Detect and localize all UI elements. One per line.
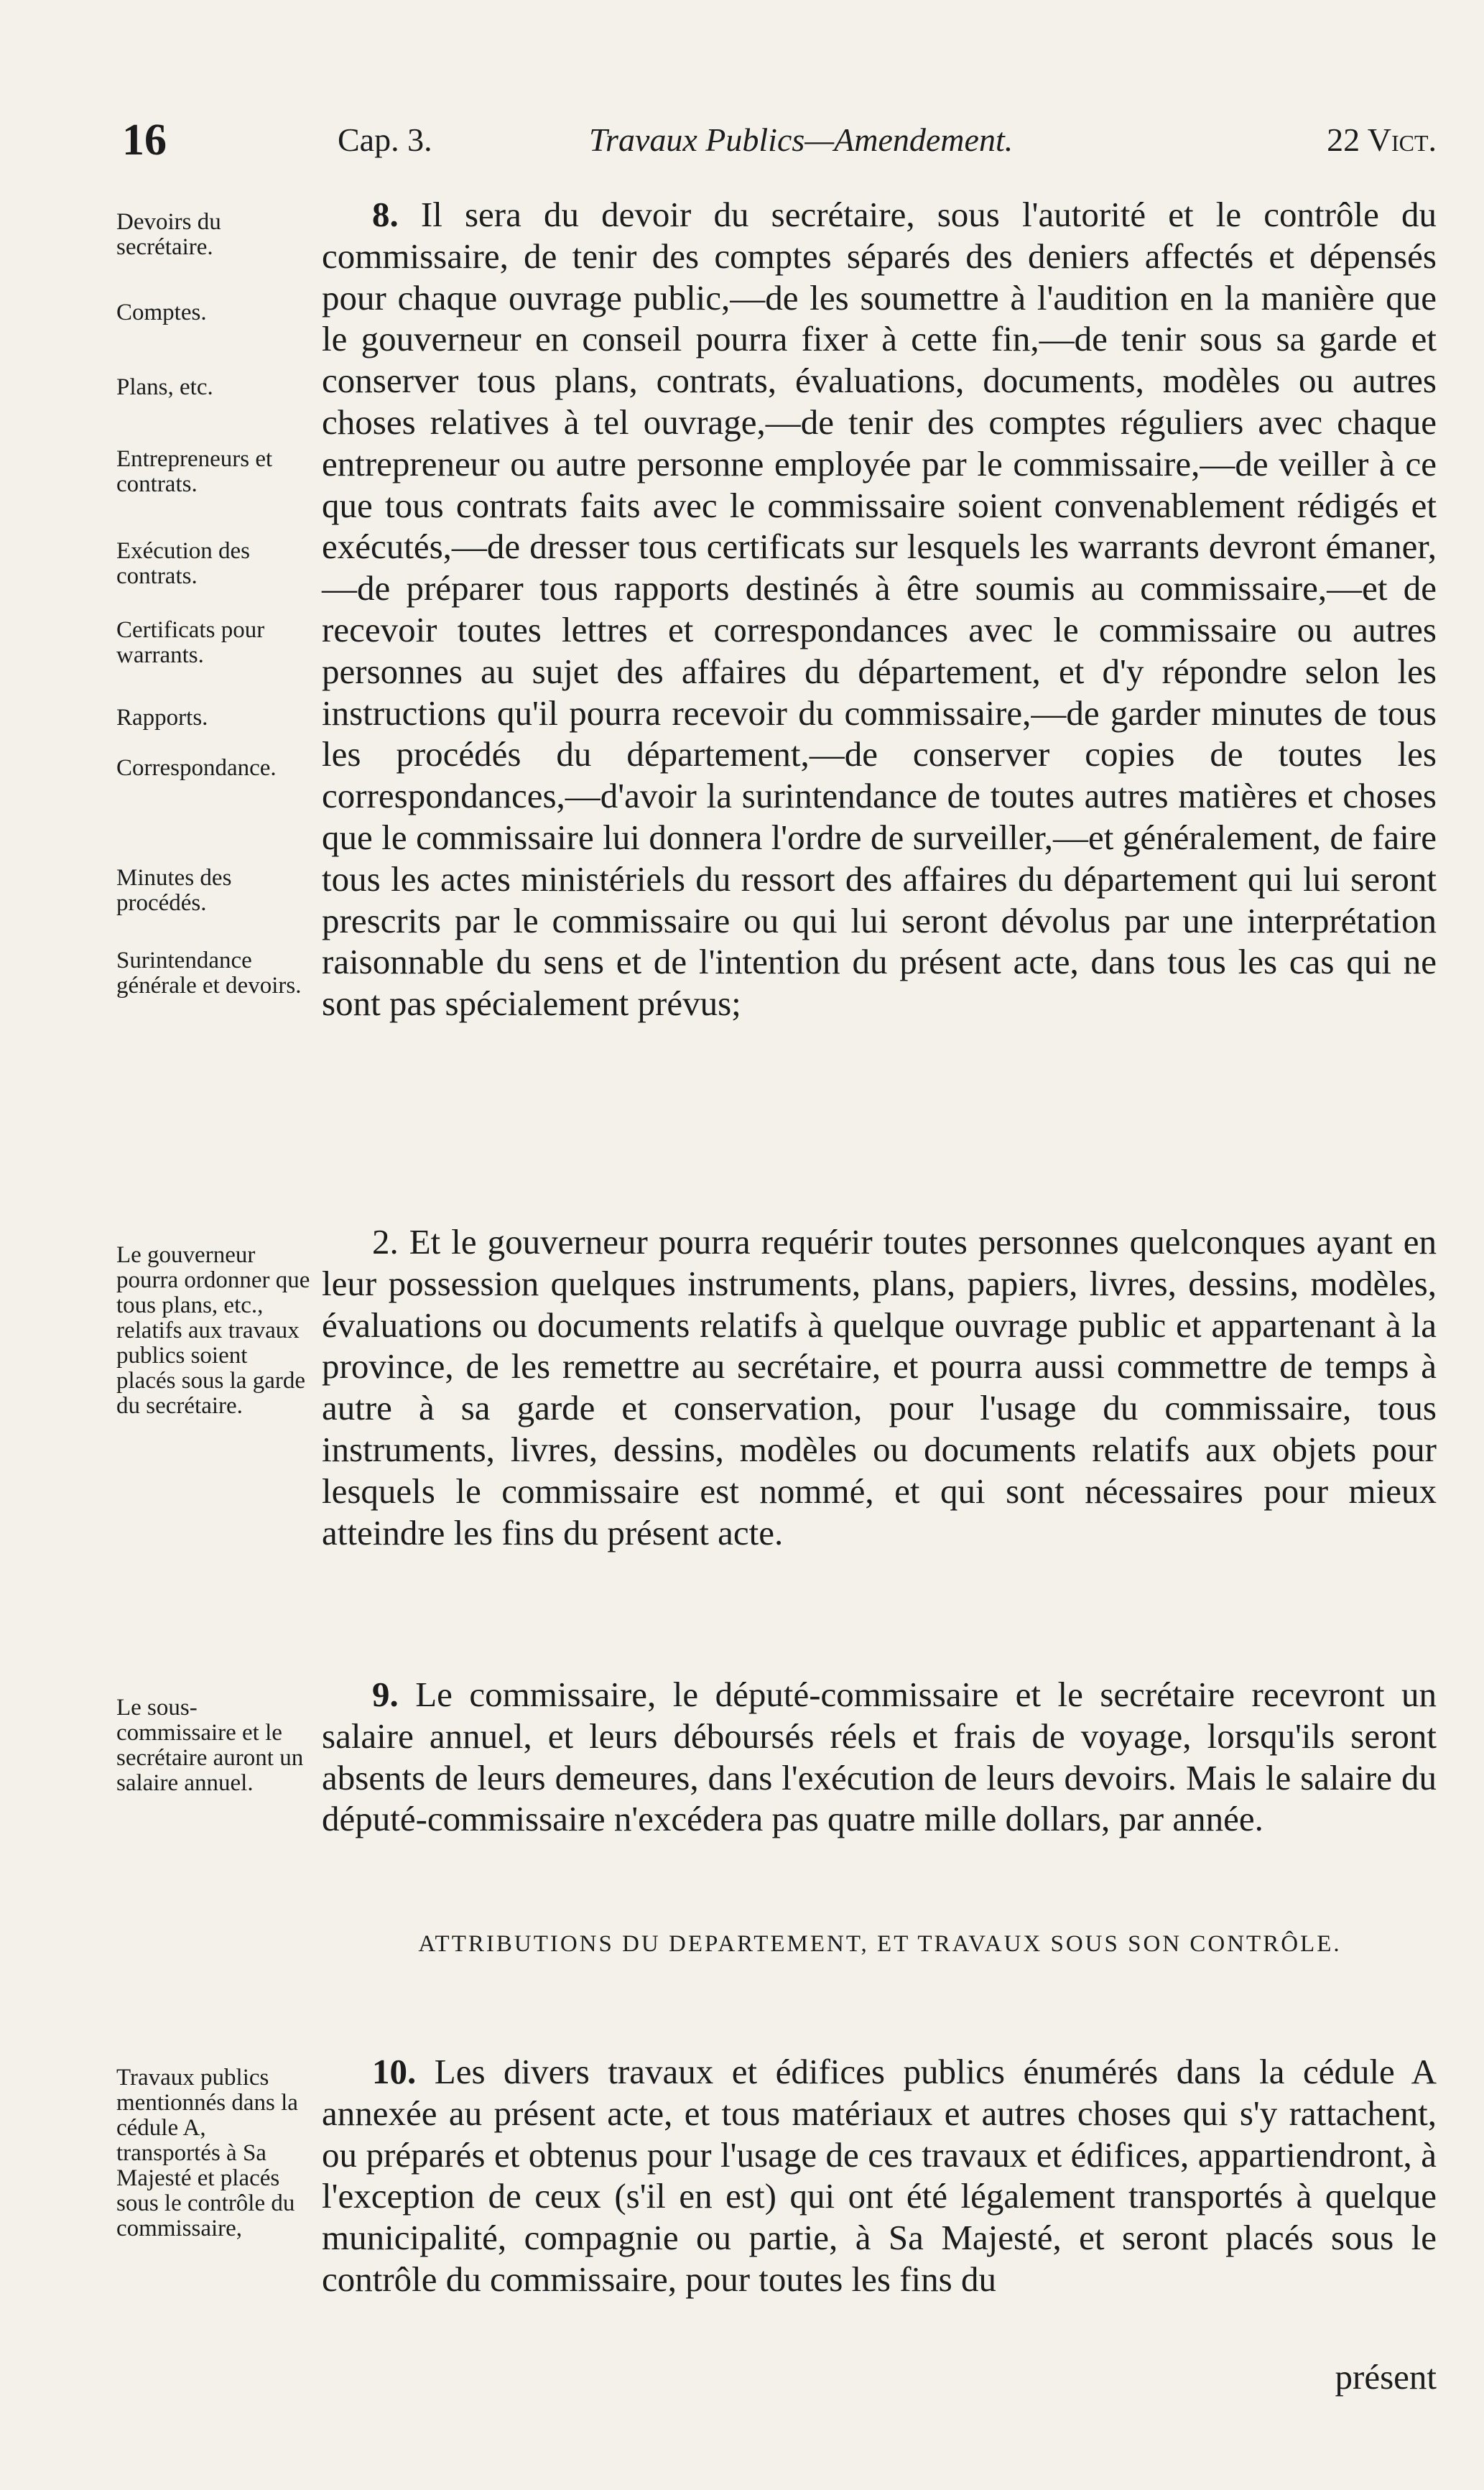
- margin-note: Le gouverneur pourra ordonner que tous plans, etc., relatifs aux travaux publics soient placés sous la garde du secrétaire.: [116, 1242, 310, 1419]
- section-number: 8.: [372, 195, 399, 234]
- section-text: Le commissaire, le député-commissaire et le secrétaire recevront un salaire annuel, et leurs déboursés réels et frais de voyage, lorsqu'ils seront absents de leurs demeures, dans l'exécution de leurs devoirs. Mais le salaire du député-commissaire n'excédera pas quatre mille dollars, par année.: [322, 1675, 1437, 1839]
- margin-note: Surintendance générale et devoirs.: [116, 948, 302, 999]
- running-header: [122, 115, 1437, 172]
- catchword: présent: [1335, 2357, 1437, 2397]
- section-body: [322, 1221, 1437, 1553]
- section-text: Les divers travaux et édifices publics énumérés dans la cédule A annexée au présent acte, et tous matériaux et autres choses qui s'y rattachent, ou préparés et obtenus pour l'usage de ces travaux et édifices, appartiendront, à l'exception de ceux (s'il en est) qui ont été légalement transportés à quelque municipalité, compagnie ou partie, à Sa Majesté, et seront placés sous le contrôle du commissaire, pour toutes les fins du: [322, 2052, 1437, 2299]
- section-number: 9.: [372, 1675, 399, 1714]
- section-text: Il sera du devoir du secrétaire, sous l'autorité et le contrôle du commissaire, de tenir des comptes séparés des deniers affectés et dépensés pour chaque ouvrage public,—de les soumettre à l'audition en la manière que le gouverneur en conseil pourra fixer à cette fin,—de tenir sous sa garde et conserver tous plans, contrats, évaluations, documents, modèles ou autres choses relatives à tel ouvrage,—de tenir des comptes réguliers avec chaque entrepreneur ou autre personne employée par le commissaire,—de veiller à ce que tous contrats faits avec le commissaire soient convenablement rédigés et exécutés,—de dresser tous certificats sur lesquels les warrants devront émaner, —de préparer tous rapports destinés à être soumis au commissaire,—et de recevoir toutes lettres et correspondances avec le commissaire ou autres personnes au sujet des affaires du département, et d'y répondre selon les instructions qu'il pourra recevoir du commissaire,—de garder minutes de tous les procédés du département,—de conserver copies de toutes les correspondances,—d'avoir la surintendance de toutes autres matières et choses que le commissaire lui donnera l'ordre de surveiller,—et généralement, de faire tous les actes ministériels du ressort des affaires du département qui lui seront prescrits par le commissaire ou qui lui seront dévolus par une interprétation raisonnable du sens et de l'intention du présent acte, dans tous les cas qui ne sont pas spécialement prévus;: [322, 195, 1437, 1024]
- margin-note: Comptes.: [116, 300, 207, 325]
- page-number: 16: [122, 116, 167, 165]
- section-body: [322, 1674, 1437, 1840]
- section-number: 2.: [372, 1222, 399, 1262]
- margin-note: Plans, etc.: [116, 374, 213, 400]
- margin-note: Devoirs du secrétaire.: [116, 209, 221, 260]
- section-body: [322, 2051, 1437, 2300]
- section-text: Et le gouverneur pourra requérir toutes personnes quelconques ayant en leur possession quelques instruments, plans, papiers, livres, dessins, modèles, évaluations ou documents relatifs à quelque ouvrage public et appartenant à la province, de les remettre au secrétaire, et pourra aussi commettre de temps à autre à sa garde et conservation, pour l'usage du commissaire, tous instruments, livres, dessins, modèles ou documents relatifs aux objets pour lesquels le commissaire est nommé, et qui sont nécessaires pour mieux atteindre les fins du présent acte.: [322, 1222, 1437, 1552]
- running-title: Travaux Publics—Amendement.: [589, 121, 1014, 158]
- margin-note: Correspondance.: [116, 755, 277, 781]
- chapter-label: Cap. 3.: [338, 121, 432, 158]
- regnal-year: 22 Vict.: [1327, 121, 1437, 158]
- section-heading: ATTRIBUTIONS DU DEPARTEMENT, ET TRAVAUX SOUS SON CONTRÔLE.: [418, 1931, 1342, 1957]
- margin-note: Entrepreneurs et contrats.: [116, 446, 273, 497]
- margin-note: Le sous-commissaire et le secrétaire auront un salaire annuel.: [116, 1695, 304, 1796]
- margin-note: Rapports.: [116, 705, 208, 731]
- margin-note: Travaux publics mentionnés dans la cédule A, transportés à Sa Majesté et placés sous le contrôle du commissaire,: [116, 2065, 298, 2241]
- margin-note: Exécution des contrats.: [116, 538, 251, 589]
- section-number: 10.: [372, 2052, 417, 2091]
- margin-note: Minutes des procédés.: [116, 865, 232, 916]
- section-body: [322, 194, 1437, 1024]
- margin-note: Certificats pour warrants.: [116, 617, 265, 668]
